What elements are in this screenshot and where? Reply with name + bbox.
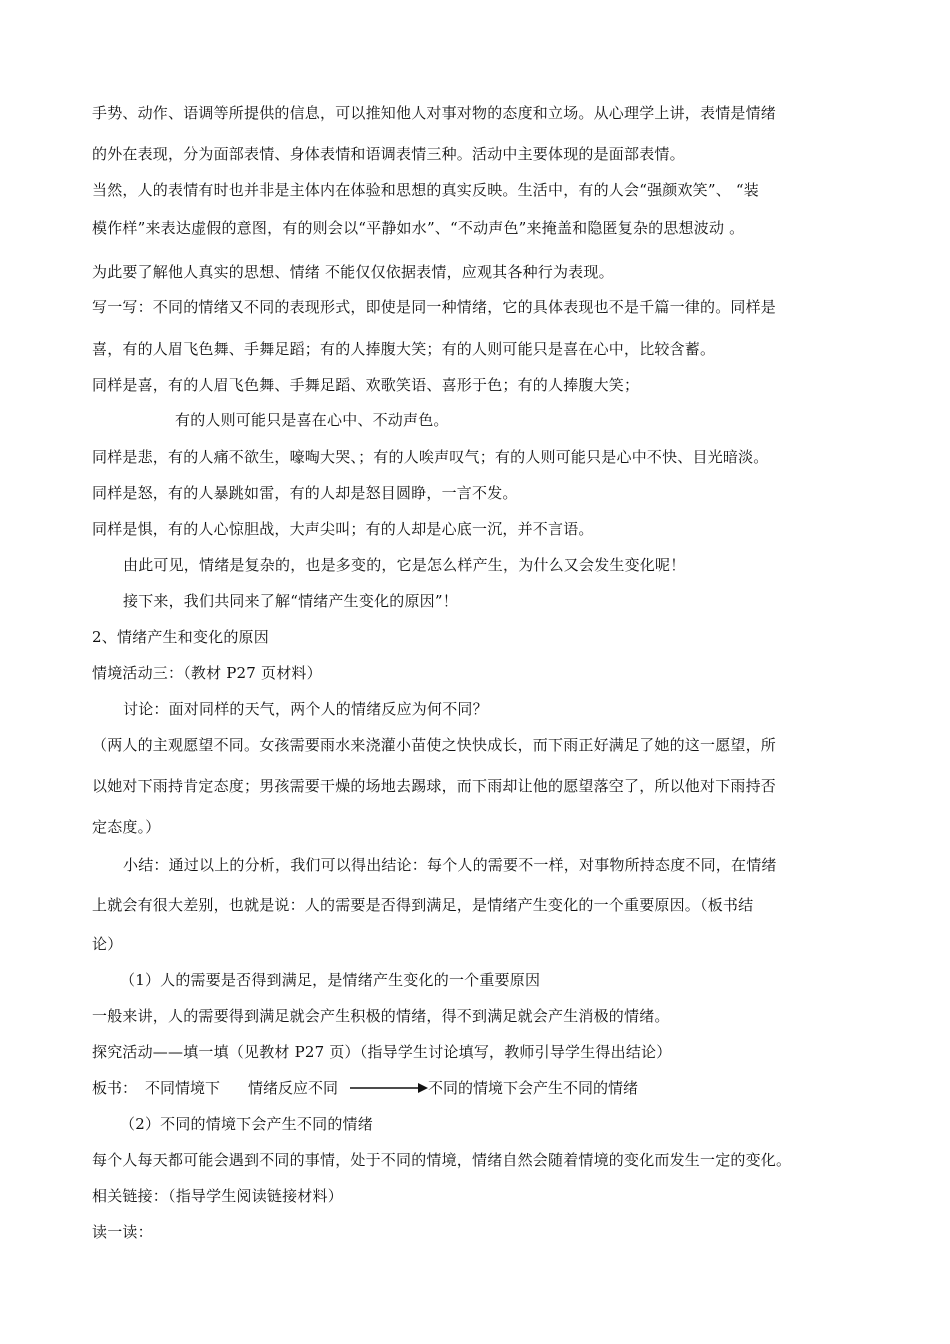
- paragraph-line: 讨论：面对同样的天气，两个人的情绪反应为何不同？: [123, 700, 488, 718]
- paragraph-line: 上就会有很大差别，也就是说：人的需要是否得到满足，是情绪产生变化的一个重要原因。（板书结: [92, 896, 754, 914]
- paragraph-line: 定态度。）: [92, 818, 161, 836]
- paragraph-line: 论）: [92, 935, 123, 953]
- board-left-2: 情绪反应不同: [248, 1079, 339, 1097]
- paragraph-line: （2）不同的情境下会产生不同的情绪: [120, 1115, 373, 1133]
- section-heading: 2、情绪产生和变化的原因: [92, 628, 269, 646]
- paragraph-line: 为此要了解他人真实的思想、情绪 不能仅仅依据表情，应观其各种行为表现。: [92, 263, 614, 281]
- board-left-1: 不同情境下: [145, 1079, 221, 1097]
- paragraph-line: 模作样”来表达虚假的意图，有的则会以“平静如水”、“不动声色”来掩盖和隐匿复杂的思想波动 。: [92, 219, 745, 237]
- paragraph-line: 同样是喜，有的人眉飞色舞、手舞足蹈、欢歌笑语、喜形于色；有的人捧腹大笑；: [92, 376, 640, 394]
- board-note-row: [92, 1078, 638, 1098]
- paragraph-line: 有的人则可能只是喜在心中、不动声色。: [175, 411, 449, 429]
- paragraph-line: 喜，有的人眉飞色舞、手舞足蹈；有的人捧腹大笑；有的人则可能只是喜在心中，比较含蓄。: [92, 340, 716, 358]
- paragraph-line: 读一读：: [92, 1223, 153, 1241]
- paragraph-line: 接下来，我们共同来了解“情绪产生变化的原因”！: [123, 592, 458, 610]
- paragraph-line: 相关链接：（指导学生阅读链接材料）: [92, 1187, 343, 1205]
- paragraph-line: 同样是悲，有的人痛不欲生，嚎啕大哭、；有的人唉声叹气；有的人则可能只是心中不快、目光暗淡。: [92, 448, 769, 466]
- board-label: 板书：: [92, 1079, 138, 1097]
- paragraph-line: 写一写：不同的情绪又不同的表现形式，即使是同一种情绪，它的具体表现也不是千篇一律的。同样是: [92, 298, 777, 316]
- paragraph-line: 同样是怒，有的人暴跳如雷，有的人却是怒目圆睁，一言不发。: [92, 484, 518, 502]
- paragraph-line: 小结：通过以上的分析，我们可以得出结论：每个人的需要不一样，对事物所持态度不同，在情绪: [123, 856, 777, 874]
- arrow-right-icon: [350, 1082, 428, 1094]
- paragraph-line: 的外在表现，分为面部表情、身体表情和语调表情三种。活动中主要体现的是面部表情。: [92, 145, 685, 163]
- paragraph-line: 当然，人的表情有时也并非是主体内在体验和思想的真实反映。生活中，有的人会“强颜欢笑”、 “装: [92, 181, 759, 199]
- paragraph-line: 手势、动作、语调等所提供的信息，可以推知他人对事对物的态度和立场。从心理学上讲，表情是情绪: [92, 104, 777, 122]
- paragraph-line: 一般来讲，人的需要得到满足就会产生积极的情绪，得不到满足就会产生消极的情绪。: [92, 1007, 670, 1025]
- paragraph-line: （两人的主观愿望不同。女孩需要雨水来浇灌小苗使之快快成长，而下雨正好满足了她的这一愿望，所: [92, 736, 777, 754]
- paragraph-line: 同样是惧，有的人心惊胆战，大声尖叫；有的人却是心底一沉，并不言语。: [92, 520, 594, 538]
- board-result: 不同的情境下会产生不同的情绪: [428, 1079, 639, 1097]
- paragraph-line: 情境活动三：（教材 P27 页材料）: [92, 664, 322, 682]
- paragraph-line: （1）人的需要是否得到满足，是情绪产生变化的一个重要原因: [120, 971, 541, 989]
- paragraph-line: 探究活动——填一填（见教材 P27 页）（指导学生讨论填写，教师引导学生得出结论）: [92, 1043, 672, 1061]
- paragraph-line: 由此可见，情绪是复杂的，也是多变的，它是怎么样产生，为什么又会发生变化呢！: [123, 556, 686, 574]
- paragraph-line: 每个人每天都可能会遇到不同的事情，处于不同的情境，情绪自然会随着情境的变化而发生一定的变化。: [92, 1151, 792, 1169]
- paragraph-line: 以她对下雨持肯定态度；男孩需要干燥的场地去踢球，而下雨却让他的愿望落空了，所以他对下雨持否: [92, 777, 777, 795]
